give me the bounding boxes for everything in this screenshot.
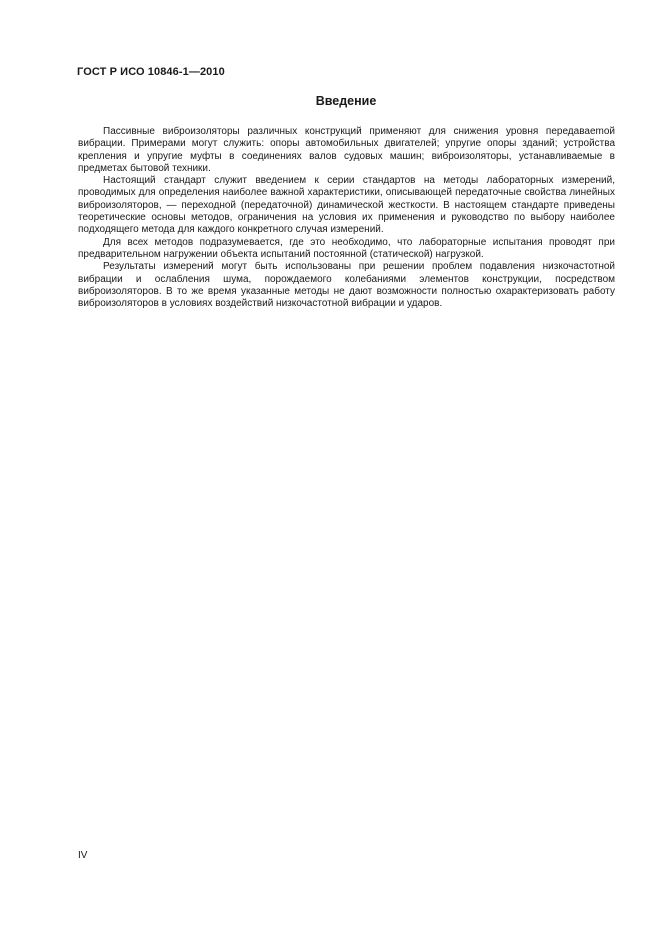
paragraph: Пассивные виброизоляторы различных конструкций применяют для снижения уровня передаваеmой вибрации. Примерами могут служить: опоры автомобильных двигателей; упругие опоры зданий; устройства крепления и упругие муфты в соединениях валов судовых машин; виброизоляторы, устанавливаемые в предметах бытовой техники. — [78, 126, 615, 174]
paragraph: Результаты измерений могут быть использованы при решении проблем подавления низкочастотной вибрации и ослабления шума, порождаемого колебаниями элементов конструкции, посредством виброизоляторов. В то же время указанные методы не дают возможности полностью охарактеризовать работу виброизоляторов в условиях воздействий низкочастотной вибрации и ударов. — [78, 261, 615, 310]
body-text — [78, 126, 615, 310]
paragraph: Для всех методов подразумевается, где это необходимо, что лабораторные испытания проводят при предварительном нагружении объекта испытаний постоянной (статической) нагрузкой. — [78, 236, 615, 260]
page-number: IV — [78, 850, 88, 861]
paragraph: Настоящий стандарт служит введением к серии стандартов на методы лабораторных измерений, проводимых для определения наиболее важной характеристики, описывающей передаточные свойства линейных виброизоляторов, — переходной (передаточной) динамической жесткости. В настоящем стандарте приведены теоретические основы методов, ограничения на условия их применения и руководство по выбору наиболее подходящего метода для каждого конкретного случая измерений. — [78, 175, 615, 236]
section-title: Введение — [315, 94, 377, 108]
document-header: ГОСТ Р ИСО 10846-1—2010 — [77, 66, 225, 78]
